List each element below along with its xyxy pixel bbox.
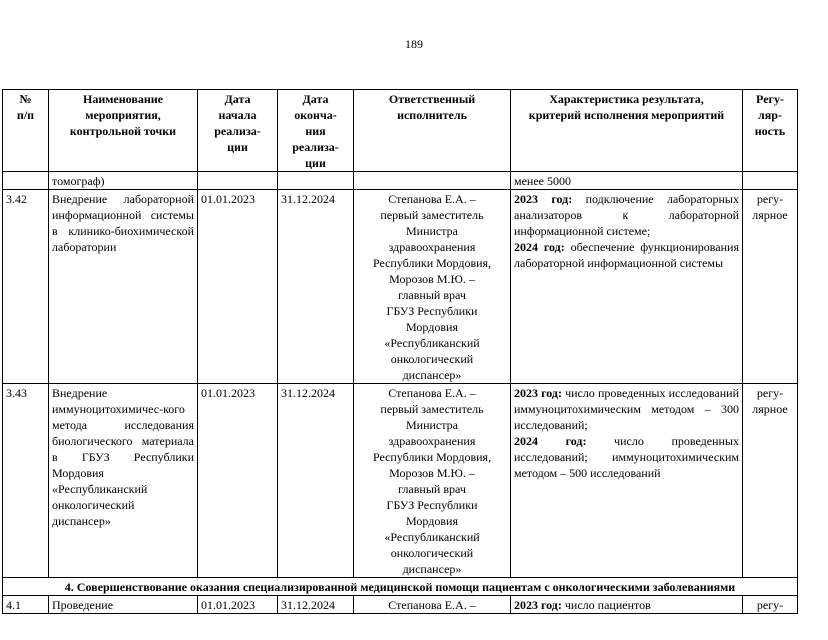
result-text: число проведенных исследований иммуноцитохимическим методом – 300 исследований;	[514, 386, 740, 432]
cell-regularity: регу- лярное	[743, 190, 798, 384]
page-number: 189	[405, 37, 423, 51]
cell-end-date: 31.12.2024	[278, 190, 354, 384]
header-num: № п/п	[3, 90, 49, 172]
cell-result	[511, 384, 743, 578]
cell-end-date: 31.12.2024	[278, 596, 354, 614]
table-row	[3, 384, 798, 578]
result-text: число пациентов	[564, 598, 651, 612]
table-row	[3, 596, 798, 614]
cell-start-date: 01.01.2023	[198, 384, 278, 578]
cell-start-date: 01.01.2023	[198, 596, 278, 614]
cell-regularity: регу- лярное	[743, 384, 798, 578]
cell-responsible	[354, 172, 511, 190]
cell-end-date	[278, 172, 354, 190]
result-text: число проведенных исследований; иммуноцитохимическим методом – 500 исследований	[514, 434, 739, 480]
continuation-row	[3, 172, 798, 190]
header-responsible: Ответственный исполнитель	[354, 90, 511, 172]
table-row	[3, 190, 798, 384]
result-text: обеспечение функционирования лабораторной информационной системы	[514, 240, 739, 270]
cell-result: менее 5000	[511, 172, 743, 190]
cell-name: Внедрение иммуноцитохимичес-кого метода исследования биологического материала в ГБУЗ Республики Мордовия «Республиканский онкологический диспансер»	[49, 384, 198, 578]
result-year-label: 2023 год:	[514, 598, 562, 612]
cell-num: 4.1	[3, 596, 49, 614]
cell-regularity	[743, 172, 798, 190]
cell-responsible: Степанова Е.А. –	[354, 596, 511, 614]
section-title: 4. Совершенствование оказания специализированной медицинской помощи пациентам с онкологическими заболеваниями	[3, 578, 798, 596]
result-year-label: 2023 год:	[514, 386, 562, 400]
cell-start-date: 01.01.2023	[198, 190, 278, 384]
cell-num: 3.43	[3, 384, 49, 578]
cell-num: 3.42	[3, 190, 49, 384]
cell-name: томограф)	[49, 172, 198, 190]
cell-name: Внедрение лабораторной информационной системы в клинико-биохимической лаборатории	[49, 190, 198, 384]
header-regularity: Регу- ляр- ность	[743, 90, 798, 172]
header-start-date: Дата начала реализа- ции	[198, 90, 278, 172]
cell-end-date: 31.12.2024	[278, 384, 354, 578]
cell-responsible: Степанова Е.А. – первый заместитель Министра здравоохранения Республики Мордовия, Морозов М.Ю. – главный врач ГБУЗ Республики Мордовия «Республиканский онкологический диспансер»	[354, 190, 511, 384]
cell-result	[511, 596, 743, 614]
section-row	[3, 578, 798, 596]
plan-table	[2, 89, 798, 614]
header-end-date: Дата оконча- ния реализа- ции	[278, 90, 354, 172]
header-result: Характеристика результата, критерий исполнения мероприятий	[511, 90, 743, 172]
result-year-label: 2024 год:	[514, 434, 587, 448]
cell-num	[3, 172, 49, 190]
result-year-label: 2024 год:	[514, 240, 565, 254]
cell-result	[511, 190, 743, 384]
cell-regularity: регу-	[743, 596, 798, 614]
result-year-label: 2023 год:	[514, 192, 573, 206]
header-row	[3, 90, 798, 172]
header-name: Наименование мероприятия, контрольной точки	[49, 90, 198, 172]
cell-name: Проведение	[49, 596, 198, 614]
cell-start-date	[198, 172, 278, 190]
result-text: подключение лабораторных анализаторов к лабораторной информационной системе;	[514, 192, 739, 238]
cell-responsible: Степанова Е.А. – первый заместитель Министра здравоохранения Республики Мордовия, Морозов М.Ю. – главный врач ГБУЗ Республики Мордовия «Республиканский онкологический диспансер»	[354, 384, 511, 578]
